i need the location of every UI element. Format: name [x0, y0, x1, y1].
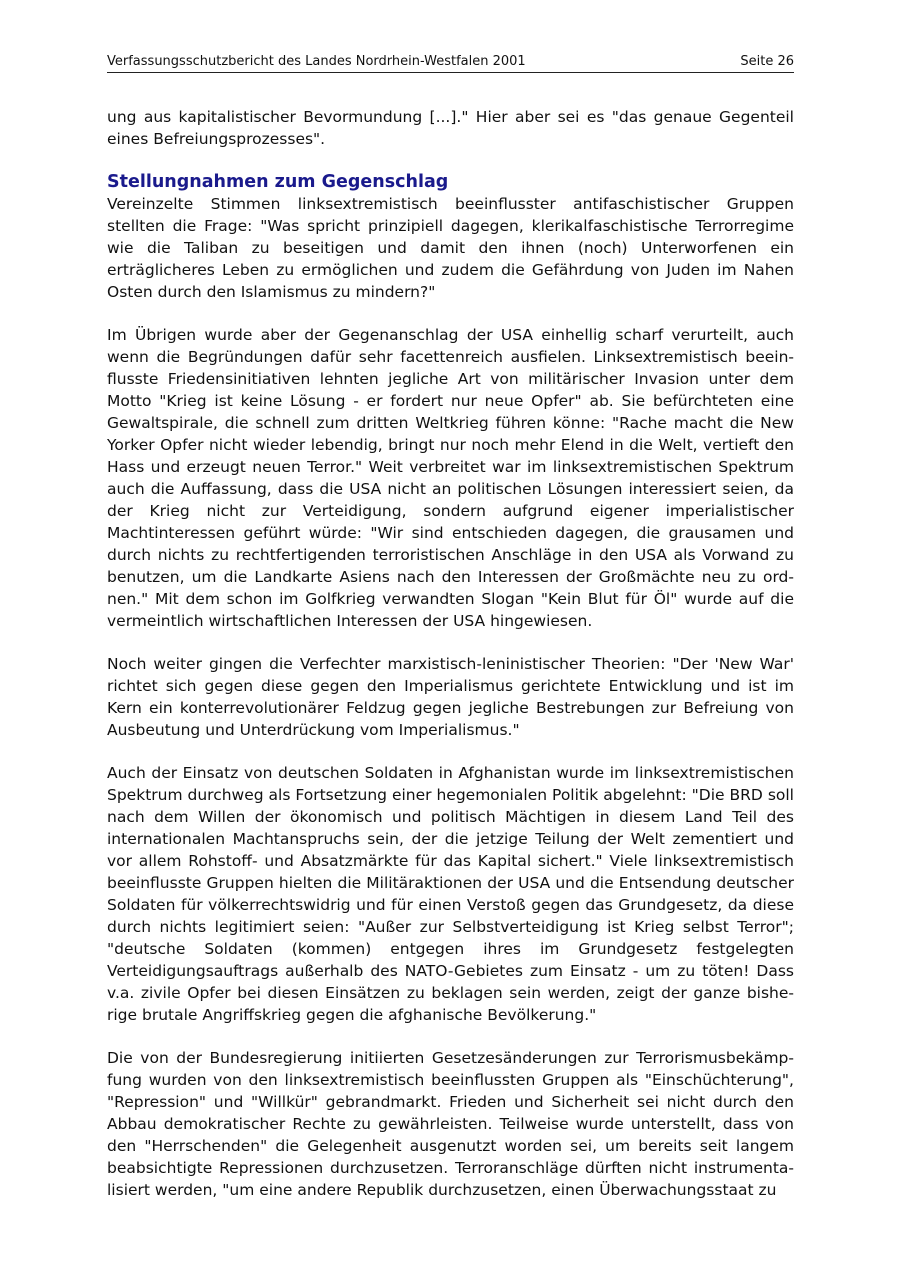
page-number: Seite 26 — [740, 54, 794, 69]
page-header — [107, 52, 794, 73]
document-body — [107, 106, 794, 1222]
intro-paragraph: ung aus kapitalistischer Bevormundung [...]." Hier aber sei es "das genaue Gegenteil eines Befreiungsprozesses". — [107, 108, 794, 148]
section-heading: Stellungnahmen zum Gegenschlag — [107, 172, 449, 192]
paragraph-5: Die von der Bundesregierung initiierten Gesetzesänderungen zur Terrorismusbekämpfung wurden von den linksextremistisch beeinflussten Gruppen als "Einschüchterung", "Repression" und "Willkür" gebrandmarkt. Frieden und Sicherheit sei nicht durch den Abbau demokratischer Rechte zu gewährleisten. Teilweise wurde unterstellt, dass von den "Herrschenden" die Gelegenheit ausgenutzt worden sei, um bereits seit langem beabsichtigte Repressionen durchzusetzen. Terroranschläge dürften nicht instrumentalisiert werden, "um eine andere Republik durchzusetzen, einen Überwachungsstaat zu — [107, 1049, 794, 1199]
paragraph-3: Noch weiter gingen die Verfechter marxistisch-leninistischer Theorien: "Der 'New War' richtet sich gegen diese gegen den Imperialismus gerichtete Entwicklung und ist im Kern ein konterrevolutionärer Feldzug gegen jegliche Bestrebungen zur Befreiung von Ausbeutung und Unterdrückung vom Imperialismus." — [107, 655, 794, 739]
paragraph-4: Auch der Einsatz von deutschen Soldaten in Afghanistan wurde im linksextremistischen Spektrum durchweg als Fortsetzung einer hegemonialen Politik abgelehnt: "Die BRD soll nach dem Willen der ökonomisch und politisch Mächtigen in diesem Land Teil des internationalen Machtanspruchs sein, der die jetzige Teilung der Welt zementiert und vor allem Rohstoff- und Absatzmärkte für das Kapital sichert." Viele linksextremistisch beeinflusste Gruppen hielten die Militäraktionen der USA und die Entsendung deutscher Soldaten für völkerrechtswidrig und für einen Verstoß gegen das Grundgesetz, da diese durch nichts legitimiert seien: "Außer zur Selbstverteidigung ist Krieg selbst Terror"; "deutsche Soldaten (kommen) entgegen ihres im Grundgesetz festgelegten Verteidigungsauftrags außerhalb des NATO-Gebietes zum Einsatz - um zu töten! Dass v.a. zivile Opfer bei diesen Einsätzen zu beklagen sein werden, zeigt der ganze bisherige brutale Angriffskrieg gegen die afghanische Bevölkerung." — [107, 764, 794, 1024]
paragraph-1: Vereinzelte Stimmen linksextremistisch beeinflusster antifaschistischer Gruppen stellten die Frage: "Was spricht prinzipiell dagegen, klerikalfaschistische Terrorregime wie die Taliban zu beseitigen und damit den ihnen (noch) Unterworfenen ein erträglicheres Leben zu ermöglichen und zudem die Gefährdung von Juden im Nahen Osten durch den Islamismus zu mindern?" — [107, 195, 794, 301]
paragraph-2: Im Übrigen wurde aber der Gegenanschlag der USA einhellig scharf verurteilt, auch wenn die Begründungen dafür sehr facettenreich ausfielen. Linksextremistisch beeinflusste Friedensinitiativen lehnten jegliche Art von militärischer Invasion unter dem Motto "Krieg ist keine Lösung - er fordert nur neue Opfer" ab. Sie befürchteten eine Gewaltspirale, die schnell zum dritten Weltkrieg führen könne: "Rache macht die New Yorker Opfer nicht wieder lebendig, bringt nur noch mehr Elend in die Welt, vertieft den Hass und erzeugt neuen Terror." Weit verbreitet war im linksextremistischen Spektrum auch die Auffassung, dass die USA nicht an politischen Lösungen interessiert seien, da der Krieg nicht zur Verteidigung, sondern aufgrund eigener imperialistischer Machtinteressen geführt würde: "Wir sind entschieden dagegen, die grausamen und durch nichts zu rechtfertigenden terroristischen Anschläge in den USA als Vorwand zu benutzen, um die Landkarte Asiens nach den Interessen der Großmächte neu zu ordnen." Mit dem schon im Golfkrieg verwandten Slogan "Kein Blut für Öl" wurde auf die vermeintlich wirtschaftlichen Interessen der USA hingewiesen. — [107, 326, 794, 630]
document-title: Verfassungsschutzbericht des Landes Nordrhein-Westfalen 2001 — [107, 54, 526, 69]
